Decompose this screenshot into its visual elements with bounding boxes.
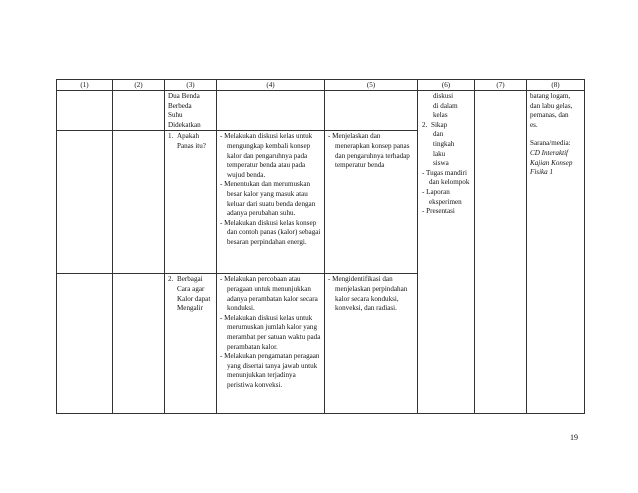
indicator-cell <box>325 274 418 414</box>
indicator-cell <box>325 131 418 274</box>
topic-line: Kalor dapat <box>177 294 211 303</box>
page-number: 19 <box>570 433 578 442</box>
assessment-line: diskusi <box>433 92 454 100</box>
topic-cell <box>165 131 217 274</box>
header-cell: (4) <box>217 80 325 91</box>
assessment-bullet: - Presentasi <box>422 207 455 216</box>
item-number: 2. <box>168 275 174 284</box>
header-row <box>57 80 585 91</box>
assessment-cell <box>418 91 475 414</box>
indicator-item: - Mengidentifikasi dan menjelaskan perpindahan kalor secara konduksi, konveksi, dan radiasi. <box>328 275 408 313</box>
assessment-line: laku <box>433 149 446 158</box>
topic-line: Didekatkan <box>168 120 201 129</box>
indicator-item: - Menjelaskan dan menerapkan konsep panas dan pengaruhnya terhadap temperatur benda <box>328 132 410 170</box>
activity-item: - Melakukan pengamatan peragaan yang disertai tanya jawab untuk menunjukkan terjadinya peristiwa konveksi. <box>220 352 320 389</box>
assessment-line: tingkah <box>433 139 455 148</box>
assessment-bullet: - Laporan eksperimen <box>422 187 462 206</box>
activity-item: - Melakukan percobaan atau peragaan untuk menunjukkan adanya perambatan kalor secara konduksi. <box>220 275 318 313</box>
activity-cell <box>217 274 325 414</box>
media-item: CD Interaktif <box>530 148 569 157</box>
header-cell: (1) <box>57 80 113 91</box>
assessment-line: Sikap <box>431 120 448 129</box>
header-cell: (2) <box>113 80 165 91</box>
assessment-line: di dalam <box>433 101 458 110</box>
activity-item: - Melakukan diskusi kelas untuk mengungkap kembali konsep kalor dan pengaruhnya pada temperatur benda atau pada wujud benda. <box>220 132 313 179</box>
header-cell: (8) <box>527 80 585 91</box>
header-cell: (6) <box>418 80 475 91</box>
item-number: 2. <box>422 120 428 129</box>
header-cell: (3) <box>165 80 217 91</box>
activity-cell <box>217 131 325 274</box>
resource-line: batang logam, <box>530 92 571 100</box>
assessment-line: siswa <box>433 159 449 168</box>
assessment-line: dan <box>433 130 444 139</box>
syllabus-table <box>56 79 585 414</box>
media-item: Kajian Konsep <box>530 158 573 167</box>
table-row <box>57 91 585 131</box>
topic-line: Berbagai <box>177 275 203 284</box>
topic-line: Cara agar <box>177 284 205 293</box>
topic-cell <box>165 274 217 414</box>
topic-line: Apakah <box>177 132 200 141</box>
media-item: Fisika 1 <box>530 168 554 177</box>
topic-line: Mengalir <box>177 304 204 313</box>
resources-cell <box>527 91 585 414</box>
media-label: Sarana/media: <box>530 139 571 148</box>
topic-cell <box>165 91 217 131</box>
activity-item: - Melakukan diskusi kelas untuk merumuskan jumlah kalor yang merambat per satuan waktu pada perambatan kalor. <box>220 313 321 351</box>
activity-item: - Melakukan diskusi kelas konsep dan contoh panas (kalor) sebagai besaran perpindahan energi. <box>220 218 321 246</box>
item-number: 1. <box>168 132 174 141</box>
resource-line: pemanas, dan <box>530 111 569 120</box>
activity-item: - Menentukan dan merumuskan besar kalor yang masuk atau keluar dari suatu benda dengan adanya perubahan suhu. <box>220 180 316 218</box>
resource-line: dan labu gelas, <box>530 101 573 110</box>
resource-line: es. <box>530 120 538 129</box>
topic-line: Dua Benda <box>168 92 200 100</box>
topic-line: Suhu <box>168 111 183 120</box>
assessment-line: kelas <box>433 111 448 120</box>
topic-line: Panas itu? <box>177 141 206 150</box>
topic-line: Berbeda <box>168 101 192 110</box>
header-cell: (7) <box>475 80 527 91</box>
header-cell: (5) <box>325 80 418 91</box>
assessment-bullet: - Tugas mandiri dan kelompok <box>422 168 470 187</box>
